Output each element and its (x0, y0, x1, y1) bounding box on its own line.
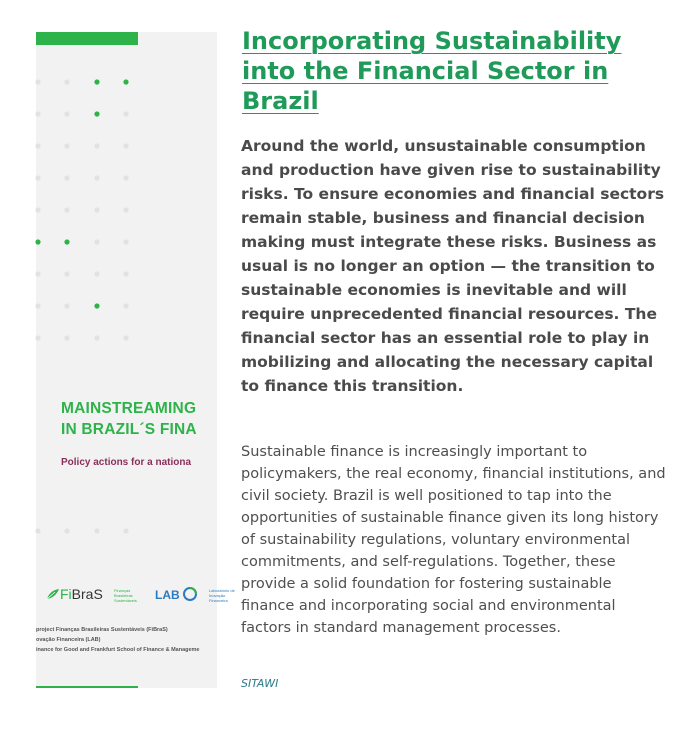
fibras-logo (46, 586, 103, 602)
article-title-link[interactable]: Incorporating Sustainability into the Financial Sector in Brazil (242, 27, 622, 115)
cover-dot (64, 111, 69, 116)
cover-dot (123, 207, 128, 212)
cover-dot (35, 271, 40, 276)
cover-dot (94, 175, 99, 180)
cover-dot (94, 111, 99, 116)
lab-swirl-icon (183, 587, 197, 601)
cover-dot (64, 79, 69, 84)
lab-logo (155, 587, 197, 602)
cover-dot (64, 239, 69, 244)
cover-dot (35, 303, 40, 308)
article-body-paragraph: Sustainable finance is increasingly important to policymakers, the real economy, financial institutions, and civil society. Brazil is well positioned to tap into the opportunities of sustainable finance given its long history of sustainability regulations, voluntary environmental commitments, and self-regulations. Together, these provide a solid foundation for fostering sustainable finance and incorporating social and environmental factors in standard management processes. (241, 444, 666, 636)
cover-dot (64, 303, 69, 308)
cover-dot (64, 335, 69, 340)
cover-dot (94, 207, 99, 212)
cover-dot (64, 271, 69, 276)
article-title[interactable] (242, 26, 642, 116)
fibras-logo-prefix: Fi (60, 586, 72, 602)
cover-credits (36, 625, 217, 655)
cover-dot (35, 335, 40, 340)
cover-subtitle: Policy actions for a nationa (61, 457, 192, 468)
report-cover-image (36, 32, 235, 688)
cover-dot (94, 239, 99, 244)
cover-dot (123, 335, 128, 340)
cover-dot (94, 335, 99, 340)
article-lead-paragraph: Around the world, unsustainable consumption and production have given rise to sustainability risks. To ensure economies and financial sectors remain stable, business and financial decision making must integrate these risks. Business as usual is no longer an option — the transition to sustainable economies is inevitable and will require unprecedented financial resources. The financial sector has an essential role to play in mobilizing and allocating the necessary capital to finance this transition. (241, 137, 665, 395)
cover-dot (35, 207, 40, 212)
cover-dot (123, 175, 128, 180)
cover-dot (35, 143, 40, 148)
cover-dot (94, 528, 99, 533)
cover-dot (64, 143, 69, 148)
cover-dot (35, 79, 40, 84)
source-link[interactable]: SITAWI (241, 677, 279, 690)
cover-dot (94, 303, 99, 308)
cover-logos (46, 586, 246, 608)
cover-dot (35, 175, 40, 180)
leaf-icon (46, 588, 60, 600)
cover-dot (123, 79, 128, 84)
cover-bottom-bar (36, 686, 138, 688)
cover-dot-pattern (36, 32, 217, 552)
cover-dot (35, 111, 40, 116)
fibras-tagline: Finanças Brasileiras Sustentáveis (114, 588, 137, 603)
cover-credit-line: project Finanças Brasileiras Sustentáveis (FiBraS) (36, 627, 168, 633)
cover-dot (64, 528, 69, 533)
cover-title: MAINSTREAMING IN BRAZIL´S FINA (61, 400, 197, 438)
cover-dot (35, 528, 40, 533)
cover-credit-line: inance for Good and Frankfurt School of Finance & Manageme (36, 647, 200, 653)
cover-dot (123, 111, 128, 116)
cover-dot (94, 79, 99, 84)
fibras-logo-name: BraS (71, 586, 103, 602)
cover-dot (123, 528, 128, 533)
cover-dot (64, 207, 69, 212)
lab-logo-name: LAB (155, 588, 180, 602)
cover-dot (123, 239, 128, 244)
cover-dot (94, 143, 99, 148)
cover-dot (64, 175, 69, 180)
cover-dot (123, 143, 128, 148)
lab-tagline: Laboratório de Inovação Financeira (209, 588, 235, 603)
cover-dot (94, 271, 99, 276)
cover-credit-line: ovação Financeira (LAB) (36, 637, 101, 643)
cover-dot (123, 303, 128, 308)
cover-dot (123, 271, 128, 276)
cover-dot (35, 239, 40, 244)
